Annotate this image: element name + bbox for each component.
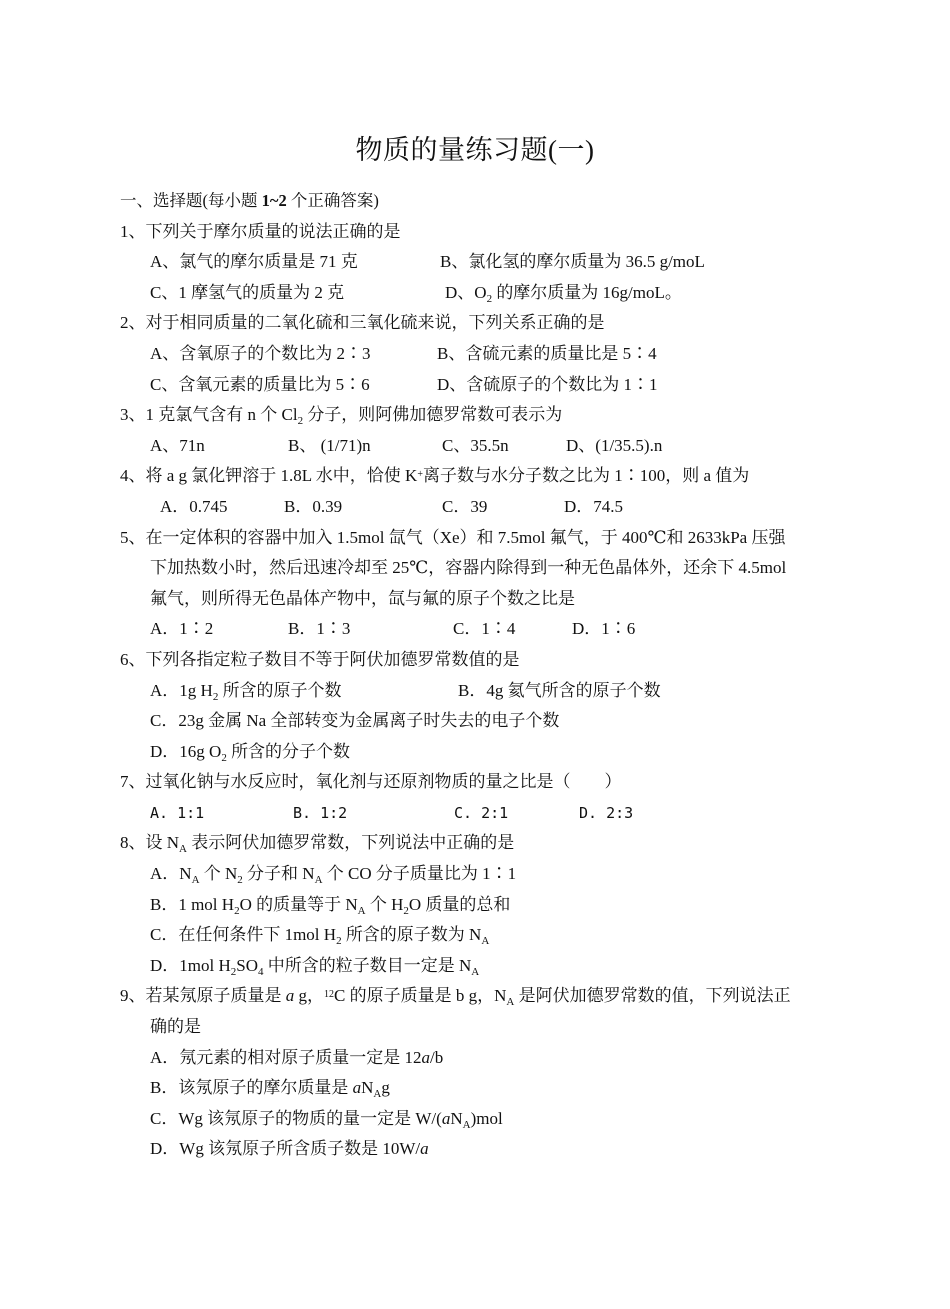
question-7-option-d: D. 2:3	[579, 803, 634, 822]
question-3-option-d: D、(1/35.5).n	[566, 435, 663, 455]
question-3-option-c: C、35.5n	[442, 435, 509, 455]
question-6-option-d: D．16g $O_2$ 所含的分子个数	[150, 741, 351, 764]
question-4-option-d: D．74.5	[564, 496, 624, 516]
question-1-stem: 1、下列关于摩尔质量的说法正确的是	[120, 221, 401, 241]
question-1-option-b: B、氯化氢的摩尔质量为 36.5 g/moL	[440, 252, 705, 272]
question-4-options	[120, 492, 840, 523]
question-3-stem: 3、1 克氯气含有 n 个 $Cl_2$ 分子，则阿佛加德罗常数可表示为	[120, 405, 563, 428]
question-2-option-c: C、含氧元素的质量比为 5∶6	[150, 374, 370, 394]
question-7-options	[120, 798, 840, 829]
question-2-option-b: B、含硫元素的质量比是 5∶4	[437, 343, 657, 363]
question-6-options-row-1	[120, 676, 840, 707]
question-5-stem-line-3: 氟气，则所得无色晶体产物中，氙与氟的原子个数之比是	[150, 588, 575, 608]
question-1-option-c: C、1 摩氢气的质量为 2 克	[150, 282, 345, 302]
question-4-option-c: C．39	[442, 496, 488, 516]
question-9-stem-line-1: 9、若某氖原子质量是 a g，$^{12}$C 的原子质量是 b g，$N_A$ 是阿伏加德罗常数的值，下列说法正	[120, 986, 791, 1009]
question-8-option-b: B．1 mol $H_2O$ 的质量等于 $N_A$ 个 $H_2O$ 质量的总和	[150, 894, 511, 917]
question-2-options-row-2	[120, 370, 840, 401]
question-9-stem-line-2: 确的是	[150, 1017, 201, 1037]
question-9-option-d: D．Wg 该氖原子所含质子数是 10W/a	[150, 1139, 429, 1159]
question-2-option-a: A、含氧原子的个数比为 2∶3	[150, 343, 371, 363]
question-5-stem-line-2: 下加热数小时，然后迅速冷却至 25℃，容器内除得到一种无色晶体外，还余下 4.5mol	[150, 558, 787, 578]
question-9-option-a: A．氖元素的相对原子质量一定是 12a/b	[150, 1047, 444, 1067]
question-5-option-b: B．1∶3	[288, 619, 351, 639]
question-5-options	[120, 614, 840, 645]
question-5-option-d: D．1∶6	[572, 619, 636, 639]
question-2-option-d: D、含硫原子的个数比为 1∶1	[437, 374, 658, 394]
question-8-option-c: C．在任何条件下 1mol $H_2$ 所含的原子数为 $N_A$	[150, 925, 490, 948]
question-7-option-b: B. 1:2	[293, 803, 348, 822]
question-8-option-d: D．1mol $H_2SO_4$ 中所含的粒子数目一定是 $N_A$	[150, 955, 480, 978]
question-9-option-c: C．Wg 该氖原子的物质的量一定是 $W/(aN_A)mol$	[150, 1108, 503, 1131]
question-7-stem: 7、过氧化钠与水反应时，氧化剂与还原剂物质的量之比是（ ）	[120, 772, 622, 792]
question-1-option-d: D、$O_2$ 的摩尔质量为 16g/moL。	[445, 282, 682, 305]
question-5-option-a: A．1∶2	[150, 619, 214, 639]
question-5-stem-line-1: 5、在一定体积的容器中加入 1.5mol 氙气（Xe）和 7.5mol 氟气，于 400℃和 2633kPa 压强	[120, 527, 786, 547]
question-4-stem: 4、将 a g 氯化钾溶于 1.8L 水中，恰使 K+离子数与水分子数之比为 1∶100，则 a 值为	[120, 466, 750, 486]
question-list	[120, 186, 840, 1165]
question-6-option-a: A．1g $H_2$ 所含的原子个数	[150, 680, 342, 703]
question-6-option-b: B．4g 氦气所含的原子个数	[458, 680, 661, 700]
question-8-option-a: A．$N_A$ 个 $N_2$ 分子和 $N_A$ 个 CO 分子质量比为 1∶1	[150, 864, 517, 887]
question-3-option-b: B、 (1/71)n	[288, 435, 371, 455]
question-5-option-c: C．1∶4	[453, 619, 516, 639]
question-6-stem: 6、下列各指定粒子数目不等于阿伏加德罗常数值的是	[120, 649, 520, 669]
question-7-option-a: A. 1:1	[150, 803, 205, 822]
question-6-option-c: C．23g 金属 Na 全部转变为金属离子时失去的电子个数	[150, 711, 560, 731]
section-heading: 一、选择题(每小题 1~2 个正确答案)	[120, 191, 379, 210]
question-8-stem: 8、设 $N_A$ 表示阿伏加德罗常数，下列说法中正确的是	[120, 833, 515, 856]
question-2-options-row-1	[120, 339, 840, 370]
question-3-option-a: A、71n	[150, 435, 205, 455]
question-4-option-a: A．0.745	[160, 496, 228, 516]
question-1-options-row-1	[120, 247, 840, 278]
question-1-option-a: A、氯气的摩尔质量是 71 克	[150, 252, 358, 272]
question-1-options-row-2	[120, 278, 840, 309]
question-2-stem: 2、对于相同质量的二氧化硫和三氧化硫来说，下列关系正确的是	[120, 313, 605, 333]
question-3-options	[120, 431, 840, 462]
question-7-option-c: C. 2:1	[454, 803, 509, 822]
question-4-option-b: B．0.39	[284, 496, 343, 516]
question-9-option-b: B．该氖原子的摩尔质量是 $aN_Ag$	[150, 1078, 390, 1101]
page-title: 物质的量练习题(一)	[355, 135, 595, 165]
